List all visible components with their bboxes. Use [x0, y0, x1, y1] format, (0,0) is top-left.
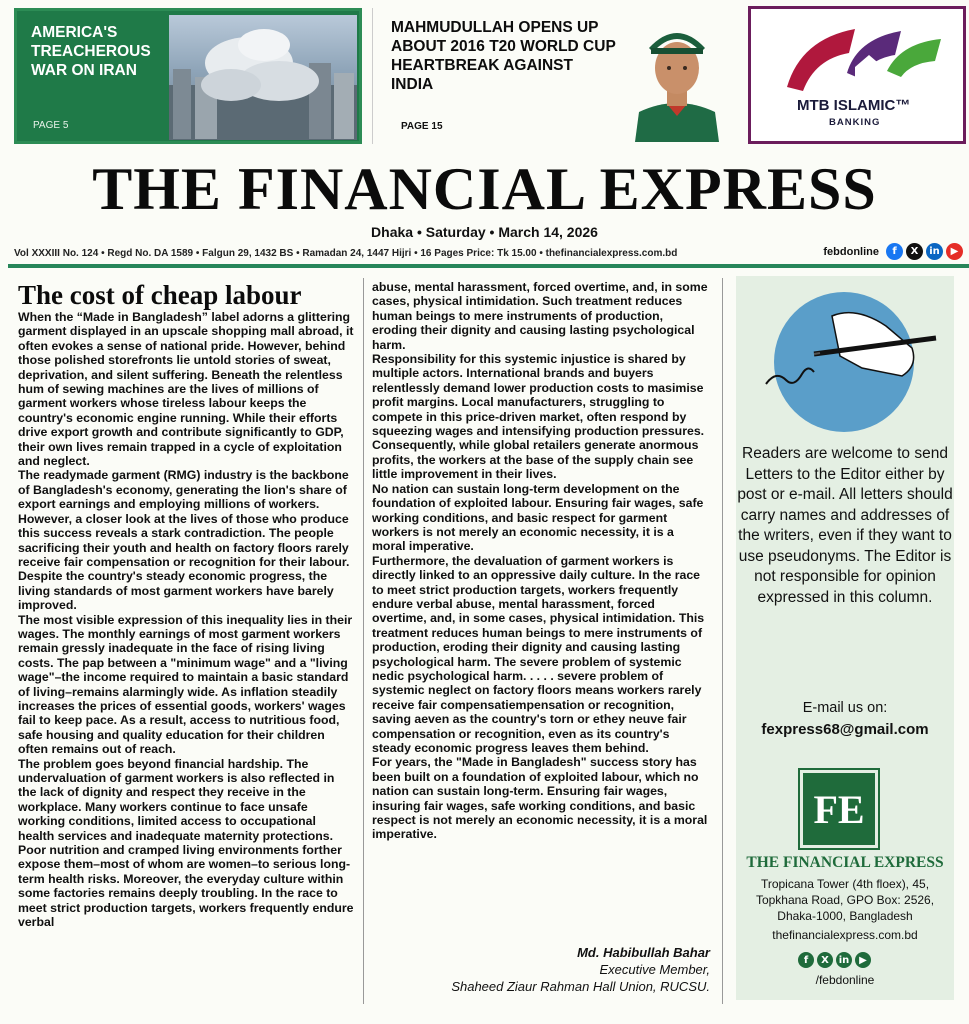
- article-column-1: [18, 310, 354, 1010]
- letters-notice: Readers are welcome to send Letters to the Editor either by post or e-mail. All letters should carry names and addresses of the writers, even if they want to use pseudonyms. The Editor is not responsible for opinion expressed in this column.: [737, 445, 953, 606]
- article-paragraph: Furthermore, the devaluation of garment workers is directly linked to an oppressive daily culture. In the race to meet strict production targets, workers frequently endure verbal abuse, mental harassment, forced overtime, and, in some cases, physical intimidation. This treatment reduces human beings to mere instruments of production, eroding their dignity and causing lasting psychological harm. The severe problem of systemic nedic psychological harm. . . . . severe problem of systemic neglect on factory floors means workers rarely receive fair compensatiempensation or recognition, saving aeven as the country's torn or ethey neuve fair compensation or recognition, even as its country's steady economic progress leaves them behind.: [372, 553, 705, 755]
- newspaper-masthead: THE FINANCIAL EXPRESS: [92, 156, 877, 222]
- author-name: Md. Habibullah Bahar: [577, 945, 710, 960]
- article-paragraph: For years, the "Made in Bangladesh" success story has been built on a foundation of exploited labour, which no nation can sustain long-term. Ensuring fair wages, insuring fair wages, safe working conditions, and basic respect is not merely an economic necessity, it is a moral imperative.: [372, 755, 708, 842]
- linkedin-icon[interactable]: in: [836, 952, 852, 968]
- article-column-2: [372, 280, 710, 940]
- column-divider: [363, 278, 364, 1004]
- x-icon[interactable]: X: [906, 243, 923, 260]
- promo-photo: [169, 15, 357, 140]
- ad-brand: MTB ISLAMIC™: [797, 97, 911, 114]
- youtube-icon[interactable]: ▶: [946, 243, 963, 260]
- promo-headline: MAHMUDULLAH OPENS UP ABOUT 2016 T20 WORLD CUP HEARTBREAK AGAINST INDIA: [391, 19, 616, 93]
- author-role: Executive Member,: [599, 962, 710, 977]
- social-handle: febdonline: [823, 245, 879, 258]
- ad-subtitle: BANKING: [829, 117, 881, 128]
- article-paragraph: abuse, mental harassment, forced overtime, and, in some cases, physical intimidation. Such treatment reduces human beings to mere instruments of production, eroding their dignity and causing lasting psychological harm.: [372, 280, 708, 352]
- promo-mahmudullah[interactable]: [372, 8, 738, 144]
- letters-sidebar: [736, 276, 954, 1000]
- player-photo: [631, 12, 723, 142]
- dateline: Dhaka • Saturday • March 14, 2026: [371, 224, 598, 240]
- article-title: The cost of cheap labour: [18, 280, 302, 310]
- editor-email-link[interactable]: fexpress68@gmail.com: [761, 721, 929, 738]
- social-links-top: [823, 243, 963, 260]
- x-icon[interactable]: X: [817, 952, 833, 968]
- linkedin-icon[interactable]: in: [926, 243, 943, 260]
- promo-page: PAGE 15: [401, 121, 443, 132]
- article-paragraph: Responsibility for this systemic injustice is shared by multiple actors. International brands and buyers relentlessly demand lower production costs to masimise profit margins. Local manufacturers, struggling to compete in this price-driven market, often respond by squeezing wages and intensifying production pressures. Consequently, while global retailers generate anormous profits, the workers at the base of the supply chain see little improvement in their lives.: [372, 352, 705, 482]
- youtube-icon[interactable]: ▶: [855, 952, 871, 968]
- promo-headline: AMERICA'S TREACHEROUS WAR ON IRAN: [31, 24, 151, 79]
- promo-iran-war[interactable]: [14, 8, 362, 144]
- mtb-islamic-banking-ad[interactable]: [748, 6, 966, 144]
- column-divider: [722, 278, 723, 1004]
- social-handle: /febdonline: [815, 973, 875, 987]
- social-links-bottom: [798, 952, 871, 968]
- email-label: E-mail us on:: [802, 700, 888, 716]
- author-org: Shaheed Ziaur Rahman Hall Union, RUCSU.: [451, 979, 710, 994]
- facebook-icon[interactable]: f: [798, 952, 814, 968]
- website-link[interactable]: thefinancialexpress.com.bd: [772, 928, 918, 942]
- pen-hand-icon: [736, 276, 954, 436]
- masthead-rule: [8, 264, 969, 268]
- article-paragraph: When the “Made in Bangladesh” label adorns a glittering garment displayed in an upscale shopping mall abroad, it often evokes a sense of national pride. However, behind those polished storefronts lie untold stories of sweat, deprivation, and silent suffering. Beneath the relentless hum of sewing machines are the lives of millions of garment workers whose tireless labour keeps the country's economic engine running. While their efforts drive export growth and contribute significantly to GDP, their own lives remain trapped in a cycle of exploitation and neglect.: [18, 310, 354, 469]
- paper-name: THE FINANCIAL EXPRESS: [746, 854, 944, 871]
- article-paragraph: The most visible expression of this inequality lies in their wages. The monthly earnings of most garment workers remain gressly inadequate in the face of rising living costs. The pap between a "minimum wage" and a "living wage"–the income required to maintain a basic standard of living–remains alarmingly wide. As inflation steadily increases the prices of essential goods, workers' wages fail to keep pace. As a result, access to nutritious food, safe housing and quality education for their children often remains out of reach.: [18, 612, 353, 757]
- article-author: [372, 944, 710, 995]
- article-paragraph: The readymade garment (RMG) industry is the backbone of Bangladesh's economy, generating the lion's share of export earnings and employing millions of workers. However, a closer look at the lives of those who produce this success reveals a stark contradiction. The people sacrificing their youth and health on factory floors rarely receive fair compensation or recognition for their labour. Despite the country's steady economic progress, the living standards of most garment workers have barely improved.: [18, 468, 350, 613]
- office-address: Tropicana Tower (4th floex), 45, Topkhana Road, GPO Box: 2526, Dhaka-1000, Bangladesh: [755, 877, 935, 923]
- fe-logo: FE: [800, 770, 878, 848]
- facebook-icon[interactable]: f: [886, 243, 903, 260]
- article-paragraph: The problem goes beyond financial hardship. The undervaluation of garment workers is also reflected in the lack of dignity and respect they receive in the workplace. Many workers continue to face unsafe working conditions, limited access to occupational health services and inadequate maternity protections. Poor nutrition and cramped living environments forther expose them–most of whom are women–to serious long-term health risks. Moreover, the everyday culture within some factories remains deeply troubling. In the race to meet strict production targets, workers frequently endure verbal: [18, 756, 354, 930]
- article-paragraph: No nation can sustain long-term development on the foundation of exploited labour. Ensuring fair wages, safe working conditions, and basic respect for garment workers is not merely an economic necessity, it is a moral imperative.: [372, 481, 704, 554]
- mtb-logo-icon: [751, 9, 969, 99]
- issue-meta: Vol XXXIII No. 124 • Regd No. DA 1589 • Falgun 29, 1432 BS • Ramadan 24, 1447 Hijri • 16 Pages Price: Tk 15.00 • thefinancialexpress.com.bd: [14, 248, 678, 259]
- promo-page: PAGE 5: [33, 120, 69, 131]
